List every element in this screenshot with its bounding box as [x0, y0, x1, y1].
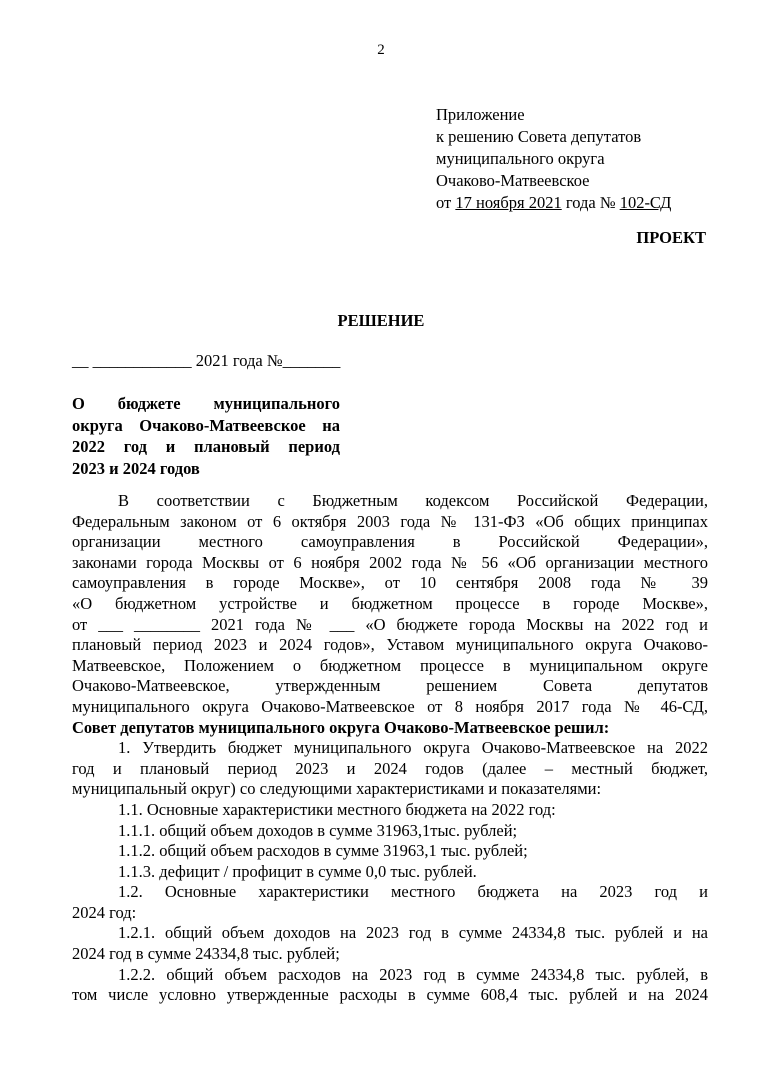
body-line: Матвеевское, Положением о бюджетном процессе в муниципальном округе — [72, 655, 708, 675]
body-line: Очаково-Матвеевское, утвержденным решением Совета депутатов — [72, 676, 708, 696]
body-line: том числе условно утвержденные расходы в сумме 608,4 тыс. рублей и на 2024 — [72, 985, 708, 1005]
body-line: от ___ ________ 2021 года № ___ «О бюджете города Москвы на 2022 год и — [72, 614, 708, 634]
appendix-middle: года № — [561, 193, 620, 212]
body-line: 1.2.2. общий объем расходов на 2023 год в сумме 24334,8 тыс. рублей, в — [118, 964, 708, 984]
body-line: «О бюджетном устройстве и бюджетном процессе в городе Москве», — [72, 593, 708, 613]
subject-line: 2023 и 2024 годов — [72, 458, 200, 478]
subject-line: округа Очаково-Матвеевское на — [72, 415, 340, 435]
body-line: 1.1. Основные характеристики местного бюджета на 2022 год: — [118, 799, 556, 819]
appendix-line: к решению Совета депутатов — [436, 127, 642, 146]
subject-line: О бюджете муниципального — [72, 394, 340, 413]
body-line: 2024 год в сумме 24334,8 тыс. рублей; — [72, 944, 340, 964]
body-line: муниципального округа Очаково-Матвеевское от 8 ноября 2017 года № 46-СД, — [72, 696, 708, 716]
decision-dateline: __ ____________ 2021 года №_______ — [72, 351, 341, 370]
appendix-prefix: от — [436, 193, 456, 212]
decision-body — [72, 491, 708, 1006]
appendix-line: муниципального округа — [436, 149, 605, 168]
subject-line: 2022 год и плановый период — [72, 437, 340, 456]
appendix-number: 102-СД — [619, 193, 672, 212]
body-line: год и плановый период 2023 и 2024 годов (далее – местный бюджет, — [72, 758, 708, 778]
body-line: законами города Москвы от 6 ноября 2002 года № 56 «Об организации местного — [72, 552, 708, 572]
appendix-date-line — [436, 192, 671, 214]
body-line: муниципальный округ) со следующими характеристиками и показателями: — [72, 779, 602, 799]
draft-label: ПРОЕКТ — [636, 228, 706, 247]
body-line: 1.1.1. общий объем доходов в сумме 31963,1тыс. рублей; — [118, 820, 518, 840]
body-line: Федеральным законом от 6 октября 2003 года № 131-ФЗ «Об общих принципах — [72, 511, 708, 531]
appendix-block — [436, 104, 671, 214]
decision-subject — [72, 393, 340, 479]
page-number: 2 — [377, 42, 385, 58]
body-line: В соответствии с Бюджетным кодексом Российской Федерации, — [118, 491, 708, 510]
body-line: плановый период 2023 и 2024 годов», Уставом муниципального округа Очаково- — [72, 635, 708, 655]
appendix-line: Очаково-Матвеевское — [436, 171, 590, 190]
body-line: 1. Утвердить бюджет муниципального округа Очаково-Матвеевское на 2022 — [118, 738, 708, 758]
body-line: 1.1.3. дефицит / профицит в сумме 0,0 тыс. рублей. — [118, 861, 477, 881]
appendix-line: Приложение — [436, 105, 525, 124]
body-line: 2024 год: — [72, 902, 137, 922]
body-line: 1.1.2. общий объем расходов в сумме 31963,1 тыс. рублей; — [118, 841, 528, 861]
body-line: организации местного самоуправления в Российской Федерации», — [72, 532, 708, 552]
body-line-resolution: Совет депутатов муниципального округа Очаково-Матвеевское решил: — [72, 717, 610, 737]
body-line: 1.2. Основные характеристики местного бюджета на 2023 год и — [118, 882, 708, 902]
body-line: самоуправления в городе Москве», от 10 сентября 2008 года № 39 — [72, 573, 708, 593]
appendix-date: 17 ноября 2021 — [455, 193, 562, 212]
body-line: 1.2.1. общий объем доходов на 2023 год в сумме 24334,8 тыс. рублей и на — [118, 923, 708, 943]
decision-title: РЕШЕНИЕ — [337, 311, 425, 330]
